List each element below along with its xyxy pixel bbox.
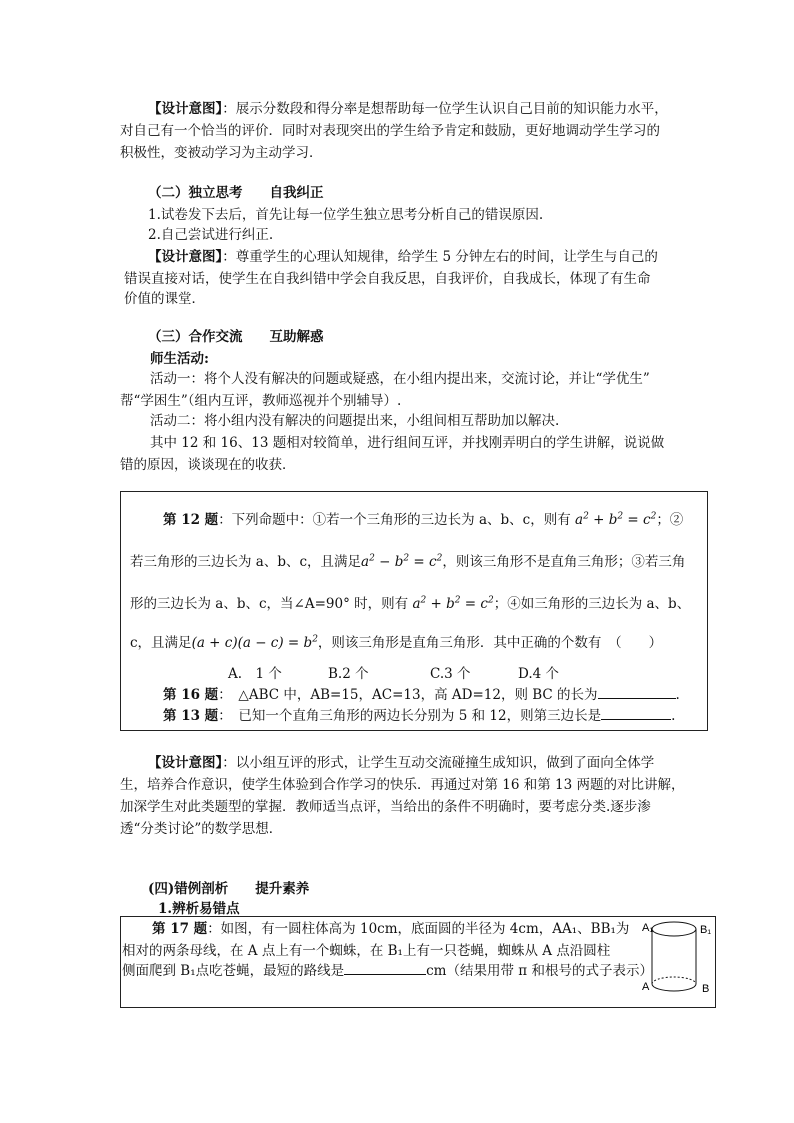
section-heading: （三）合作交流 互助解惑 (148, 329, 324, 345)
intent-text-line: 价值的课堂． (124, 291, 205, 307)
label-a1: A₁ (642, 922, 654, 934)
intent-text-line: 对自己有一个恰当的评价．同时对表现突出的学生给予肯定和鼓励，更好地调动学生学习的 (120, 123, 660, 139)
punctuation: . (671, 708, 676, 724)
question-text: ，则该三角形不是直角三角形；③若三角 (442, 554, 686, 570)
answer-blank[interactable] (344, 962, 426, 975)
question-text: ；② (656, 512, 684, 528)
cylinder-figure (636, 918, 714, 1004)
label-b: B (702, 983, 710, 995)
question-12-line4 (130, 634, 662, 652)
section-heading: （二）独立思考 自我纠正 (148, 185, 324, 201)
question-label: 第 17 题 (152, 921, 208, 937)
label-b1: B₁ (700, 924, 712, 936)
question-text: ：如图，有一圆柱体高为 10cm，底面圆的半径为 4cm，AA₁、BB₁为 (207, 921, 630, 937)
question-12-line2 (130, 553, 685, 571)
intent-label: 【设计意图】 (148, 101, 223, 117)
cylinder-top-ellipse (652, 922, 696, 936)
intent-label: 【设计意图】 (148, 755, 223, 771)
question-text: ；④如三角形的三边长为 a、b、 (493, 596, 691, 612)
note-text: 错的原因，谈谈现在的收获． (120, 457, 296, 473)
question-13 (163, 707, 675, 725)
question-17-line3 (122, 962, 653, 980)
intent-paragraph-3 (148, 754, 654, 772)
question-text: ，则该三角形是直角三角形．其中正确的个数有 （ ） (317, 635, 663, 651)
question-text: ： 已知一个直角三角形的两边长分别为 5 和 12，则第三边长是 (218, 708, 602, 724)
punctuation: . (675, 687, 680, 703)
intent-text: ：以小组互评的形式，让学生互动交流碰撞生成知识，做到了面向全体学 (222, 755, 655, 771)
formula: $a^2 + b^2 = c^2$ (412, 595, 494, 612)
option-a[interactable]: A. 1 个 (228, 666, 282, 682)
label-a: A (642, 981, 650, 993)
subheading: 师生活动: (150, 351, 209, 367)
step-item: 2.自己尝试进行纠正. (148, 227, 274, 243)
intent-text-line: 积极性，变被动学习为主动学习． (120, 145, 323, 161)
intent-paragraph-2 (148, 248, 658, 266)
activity-text: 活动一：将个人没有解决的问题或疑惑，在小组内提出来，交流讨论，并让“学优生” (150, 371, 650, 387)
activity-text: 活动二：将小组内没有解决的问题提出来，小组间相互帮助加以解决. (150, 413, 560, 429)
subheading: 1.辨析易错点 (158, 901, 240, 917)
formula: $(a + c)(a - c) = b^2$ (191, 634, 318, 651)
question-17-line1 (152, 920, 629, 938)
question-16 (163, 686, 680, 704)
formula: $a^2 - b^2 = c^2$ (361, 553, 443, 570)
question-12-line1 (163, 511, 683, 529)
question-17-line2: 相对的两条母线，在 A 点上有一个蜘蛛，在 B₁上有一只苍蝇，蜘蛛从 A 点沿圆柱 (122, 943, 611, 959)
cylinder-bottom-front (652, 984, 696, 991)
question-12-line3 (130, 595, 690, 613)
question-text: ：下列命题中：①若一个三角形的三边长为 a、b、c，则有 (218, 512, 571, 528)
intent-text: ：展示分数段和得分率是想帮助每一位学生认识自己目前的知识能力水平， (222, 101, 668, 117)
question-text: ： △ABC 中，AB=15，AC=13，高 AD=12，则 BC 的长为 (218, 687, 598, 703)
note-text: 其中 12 和 16、13 题相对较简单，进行组间互评，并找刚弄明白的学生讲解，说说做 (150, 435, 665, 451)
intent-text-line: 生，培养合作意识，使学生体验到合作学习的快乐．再通过对第 16 和第 13 两题的对比讲解， (120, 777, 685, 793)
option-c[interactable]: C.3 个 (430, 666, 471, 682)
question-text: c，且满足 (130, 635, 192, 651)
question-label: 第 16 题 (163, 687, 219, 703)
intent-paragraph-1 (148, 100, 668, 118)
intent-text: ：尊重学生的心理认知规律，给学生 5 分钟左右的时间，让学生与自己的 (222, 249, 658, 265)
question-text: 若三角形的三边长为 a、b、c，且满足 (130, 554, 362, 570)
question-label: 第 13 题 (163, 708, 219, 724)
cylinder-bottom-back (652, 977, 696, 984)
answer-blank[interactable] (601, 707, 671, 720)
intent-label: 【设计意图】 (148, 249, 223, 265)
section-heading: (四)错例剖析 提升素养 (148, 881, 310, 897)
question-text: 形的三边长为 a、b、c，当∠A=90° 时，则有 (130, 596, 409, 612)
activity-text: 帮“学困生”（组内互评，教师巡视并个别辅导）. (120, 393, 402, 409)
step-item: 1.试卷发下去后，首先让每一位学生独立思考分析自己的错误原因. (148, 207, 544, 223)
option-d[interactable]: D.4 个 (518, 666, 560, 682)
question-label: 第 12 题 (163, 512, 219, 528)
intent-text-line: 错误直接对话，使学生在自我纠错中学会自我反思，自我评价，自我成长，体现了有生命 (124, 271, 651, 287)
answer-blank[interactable] (598, 686, 676, 699)
question-text: cm（结果用带 π 和根号的式子表示） (426, 963, 653, 979)
option-b[interactable]: B.2 个 (328, 666, 369, 682)
question-text: 侧面爬到 B₁点吃苍蝇，最短的路线是 (122, 963, 345, 979)
intent-text-line: 加深学生对此类题型的掌握．教师适当点评，当给出的条件不明确时，要考虑分类.逐步渗 (120, 799, 651, 815)
formula: $a^2 + b^2 = c^2$ (575, 511, 657, 528)
intent-text-line: 透“分类讨论”的数学思想． (120, 821, 283, 837)
